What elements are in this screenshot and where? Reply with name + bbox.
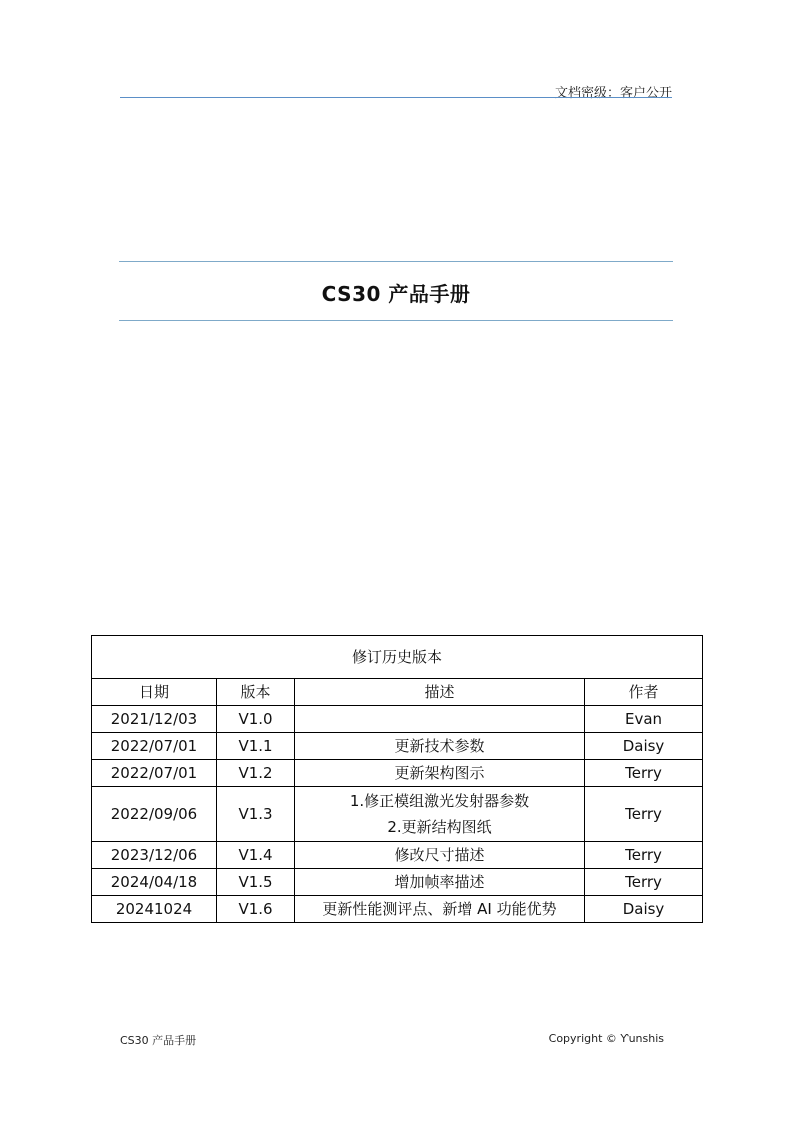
description-line: 1.修正模组激光发射器参数 xyxy=(349,792,530,810)
revision-history-table xyxy=(91,635,703,923)
cell-author: Terry xyxy=(585,787,703,842)
header-divider xyxy=(120,97,672,98)
cell-version: V1.5 xyxy=(217,869,295,896)
cell-version: V1.2 xyxy=(217,760,295,787)
cell-author: Daisy xyxy=(585,896,703,923)
description-line: 2.更新结构图纸 xyxy=(387,818,492,836)
table-row xyxy=(92,896,703,923)
table-row xyxy=(92,706,703,733)
document-classification: 文档密级：客户公开 xyxy=(554,86,672,101)
cell-author: Daisy xyxy=(585,733,703,760)
cell-date: 2024/04/18 xyxy=(92,869,217,896)
cell-date: 2021/12/03 xyxy=(92,706,217,733)
title-top-divider xyxy=(119,261,673,262)
cell-description: 修改尺寸描述 xyxy=(295,842,585,869)
table-row xyxy=(92,787,703,842)
table-row xyxy=(92,733,703,760)
table-row xyxy=(92,760,703,787)
title-bottom-divider xyxy=(119,320,673,321)
cell-date: 20241024 xyxy=(92,896,217,923)
column-header-date: 日期 xyxy=(92,679,217,706)
cell-description: 更新性能测评点、新增 AI 功能优势 xyxy=(295,896,585,923)
cell-version: V1.3 xyxy=(217,787,295,842)
cell-date: 2022/09/06 xyxy=(92,787,217,842)
cell-author: Terry xyxy=(585,869,703,896)
document-title: CS30 产品手册 xyxy=(321,282,471,306)
cell-version: V1.4 xyxy=(217,842,295,869)
cell-date: 2022/07/01 xyxy=(92,760,217,787)
table-row xyxy=(92,842,703,869)
cell-author: Terry xyxy=(585,842,703,869)
cell-date: 2023/12/06 xyxy=(92,842,217,869)
cell-author: Terry xyxy=(585,760,703,787)
footer-document-name: CS30 产品手册 xyxy=(120,1034,197,1047)
cell-version: V1.6 xyxy=(217,896,295,923)
cell-author: Evan xyxy=(585,706,703,733)
cell-version: V1.1 xyxy=(217,733,295,760)
cell-description: 更新架构图示 xyxy=(295,760,585,787)
footer-copyright: Copyright © Ƴunshis xyxy=(548,1032,664,1045)
table-row xyxy=(92,869,703,896)
cell-description: 增加帧率描述 xyxy=(295,869,585,896)
revision-table-caption: 修订历史版本 xyxy=(92,636,703,679)
column-header-description: 描述 xyxy=(295,679,585,706)
cell-version: V1.0 xyxy=(217,706,295,733)
cell-description: 更新技术参数 xyxy=(295,733,585,760)
cell-description xyxy=(295,787,585,842)
cell-description xyxy=(295,706,585,733)
column-header-version: 版本 xyxy=(217,679,295,706)
column-header-author: 作者 xyxy=(585,679,703,706)
cell-date: 2022/07/01 xyxy=(92,733,217,760)
